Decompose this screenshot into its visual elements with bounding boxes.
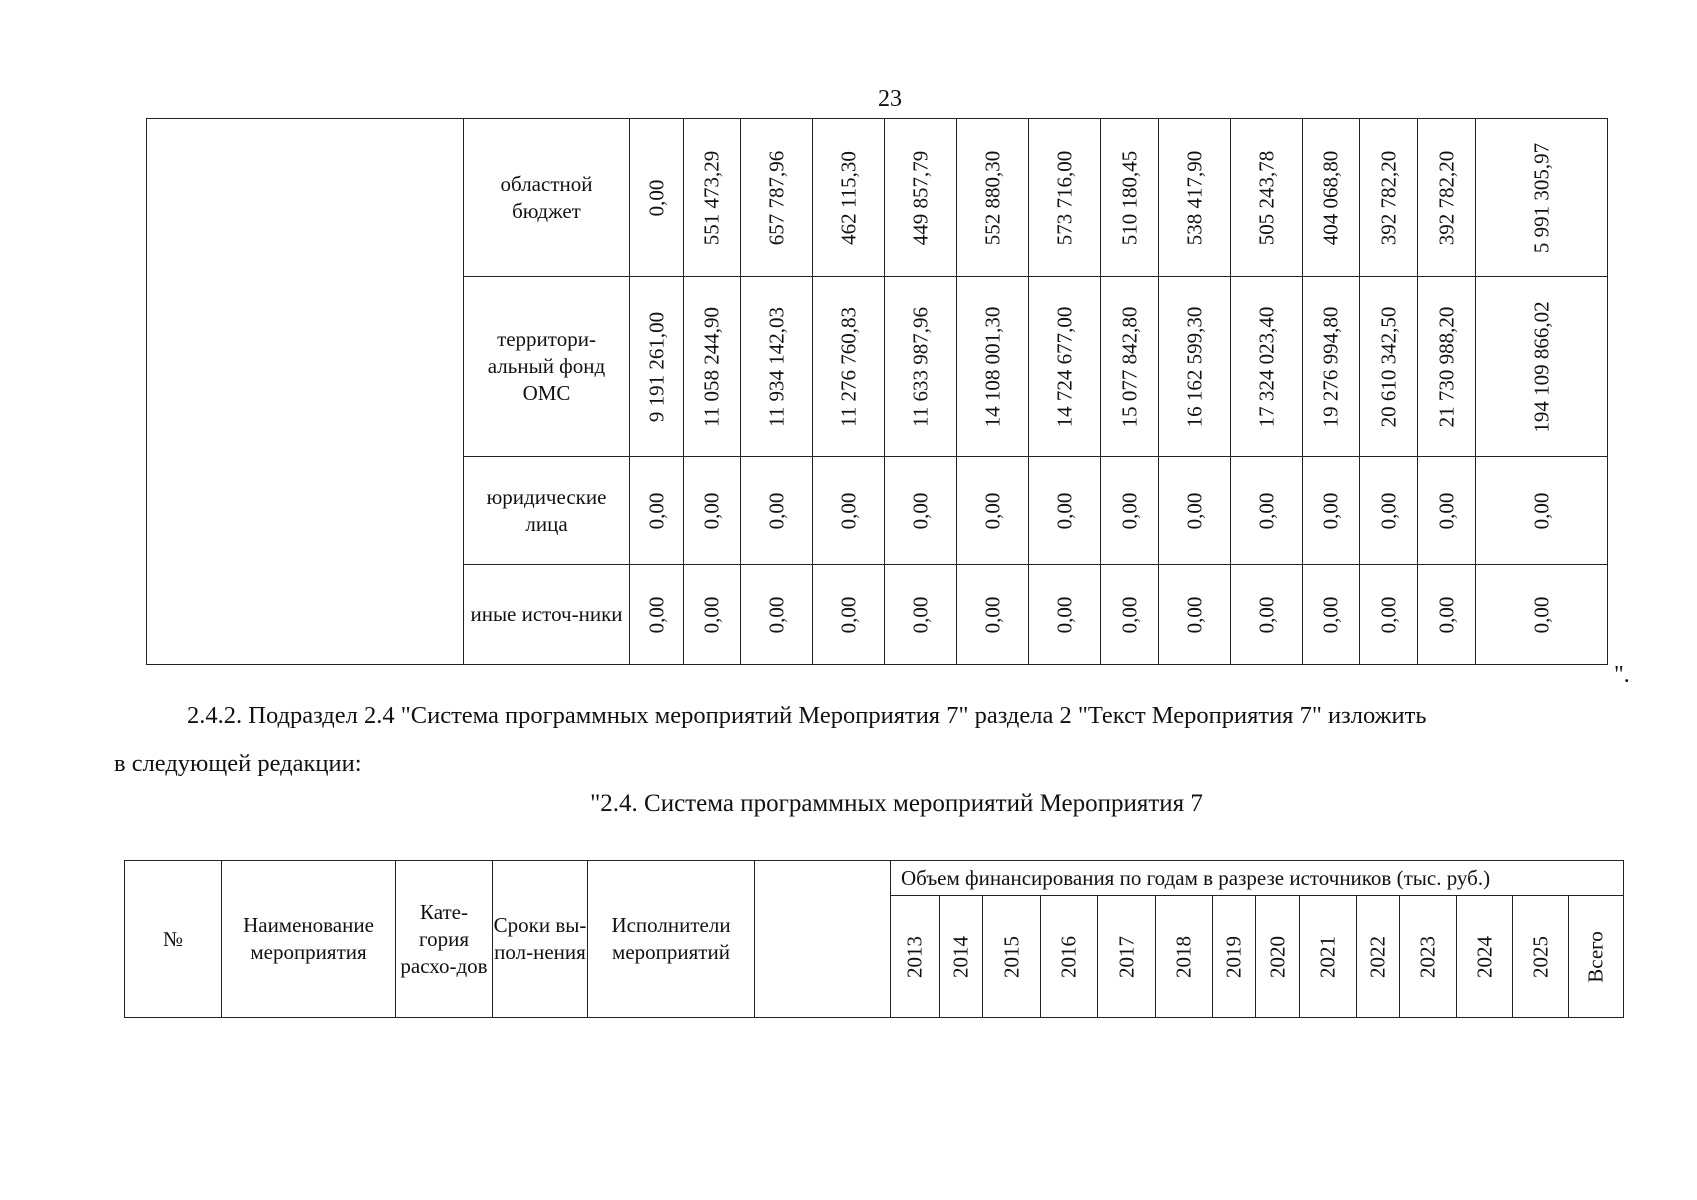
value-text: 0,00 — [644, 492, 668, 529]
value-text: 19 276 994,80 — [1318, 306, 1343, 427]
value-text: 510 180,45 — [1117, 150, 1141, 245]
value-text: 0,00 — [1182, 596, 1206, 633]
value-cell — [1360, 565, 1418, 665]
value-cell — [630, 457, 684, 565]
value-cell — [630, 565, 684, 665]
year-header — [1357, 896, 1400, 1018]
value-text: 14 108 001,30 — [980, 306, 1004, 427]
value-text: 0,00 — [764, 596, 788, 633]
value-text: 11 633 987,96 — [908, 306, 932, 427]
header-number: № — [125, 861, 222, 1018]
year-label: 2015 — [999, 935, 1023, 978]
value-cell — [1231, 457, 1303, 565]
value-text: 0,00 — [836, 492, 860, 529]
source-label: иные источ-ники — [464, 565, 630, 665]
value-text: 0,00 — [1052, 492, 1076, 529]
value-cell — [1360, 457, 1418, 565]
value-text: 0,00 — [1318, 596, 1343, 633]
value-text: 11 934 142,03 — [764, 306, 788, 427]
closing-quote: ". — [1614, 662, 1630, 688]
year-header — [1457, 896, 1513, 1018]
value-cell — [630, 277, 684, 457]
value-text: 0,00 — [908, 596, 932, 633]
value-cell — [1303, 457, 1360, 565]
value-text: 9 191 261,00 — [644, 311, 668, 422]
value-text: 0,00 — [1117, 492, 1141, 529]
value-text: 11 058 244,90 — [699, 306, 724, 427]
value-text: 15 077 842,80 — [1117, 306, 1141, 427]
value-cell — [1159, 457, 1231, 565]
value-cell — [1231, 565, 1303, 665]
value-text: 0,00 — [1434, 596, 1458, 633]
value-cell — [1159, 565, 1231, 665]
value-cell — [1360, 119, 1418, 277]
value-text: 0,00 — [1052, 596, 1076, 633]
value-text: 0,00 — [699, 492, 724, 529]
year-header — [1513, 896, 1569, 1018]
value-cell — [1418, 565, 1476, 665]
value-cell — [885, 457, 957, 565]
value-cell — [1418, 277, 1476, 457]
value-cell — [813, 565, 885, 665]
value-text: 0,00 — [1254, 492, 1278, 529]
value-text: 449 857,79 — [908, 150, 932, 245]
year-header — [983, 896, 1041, 1018]
value-text: 14 724 677,00 — [1052, 306, 1076, 427]
value-text: 0,00 — [1318, 492, 1343, 529]
value-cell — [1029, 457, 1101, 565]
year-header — [1098, 896, 1156, 1018]
value-cell — [630, 119, 684, 277]
year-label: 2014 — [948, 935, 973, 978]
value-cell — [1101, 277, 1159, 457]
year-header — [1256, 896, 1300, 1018]
value-cell — [1231, 277, 1303, 457]
program-measures-table — [124, 860, 1624, 1018]
value-cell — [1418, 119, 1476, 277]
value-cell — [1476, 277, 1608, 457]
year-header — [1041, 896, 1098, 1018]
value-cell — [1418, 457, 1476, 565]
header-source-blank — [755, 861, 891, 1018]
value-text: 5 991 305,97 — [1529, 142, 1553, 253]
value-text: 11 276 760,83 — [836, 306, 860, 427]
year-label: 2019 — [1221, 935, 1246, 978]
year-header — [1156, 896, 1213, 1018]
value-text: 538 417,90 — [1182, 150, 1206, 245]
value-text: 573 716,00 — [1052, 150, 1076, 245]
value-text: 17 324 023,40 — [1254, 306, 1278, 427]
year-label: 2020 — [1265, 935, 1289, 978]
value-cell — [1101, 565, 1159, 665]
value-text: 392 782,20 — [1376, 150, 1400, 245]
value-text: 0,00 — [644, 179, 668, 216]
value-text: 0,00 — [644, 596, 668, 633]
value-text: 505 243,78 — [1254, 150, 1278, 245]
year-label: 2018 — [1171, 935, 1196, 978]
merged-blank-cell — [147, 119, 464, 665]
value-cell — [684, 277, 741, 457]
value-cell — [684, 565, 741, 665]
value-text: 0,00 — [1529, 596, 1553, 633]
value-cell — [1476, 565, 1608, 665]
value-cell — [741, 277, 813, 457]
value-cell — [1360, 277, 1418, 457]
year-label: 2017 — [1114, 935, 1138, 978]
value-text: 0,00 — [699, 596, 724, 633]
value-cell — [957, 277, 1029, 457]
value-cell — [885, 119, 957, 277]
value-text: 0,00 — [1529, 492, 1553, 529]
header-executors: Исполнители мероприятий — [588, 861, 755, 1018]
value-text: 392 782,20 — [1434, 150, 1458, 245]
year-header — [1213, 896, 1256, 1018]
value-text: 194 109 866,02 — [1529, 300, 1553, 433]
year-label: 2013 — [902, 935, 927, 978]
value-text: 0,00 — [1117, 596, 1141, 633]
value-cell — [1303, 565, 1360, 665]
table-row — [147, 119, 1608, 277]
value-cell — [684, 119, 741, 277]
value-text: 0,00 — [1182, 492, 1206, 529]
funding-sources-table — [146, 118, 1608, 665]
value-cell — [957, 565, 1029, 665]
value-text: 0,00 — [980, 596, 1004, 633]
value-cell — [1303, 119, 1360, 277]
value-text: 20 610 342,50 — [1376, 306, 1400, 427]
value-cell — [885, 277, 957, 457]
year-label: 2024 — [1472, 935, 1496, 978]
year-header — [891, 896, 940, 1018]
value-cell — [1476, 119, 1608, 277]
paragraph-line-2: в следующей редакции: — [114, 750, 362, 777]
value-text: 0,00 — [980, 492, 1004, 529]
value-cell — [1101, 119, 1159, 277]
value-text: 551 473,29 — [699, 150, 724, 245]
value-cell — [1476, 457, 1608, 565]
value-cell — [1159, 277, 1231, 457]
header-expense-category: Кате-гория расхо-дов — [396, 861, 493, 1018]
value-text: 462 115,30 — [836, 150, 860, 245]
paragraph-line-1: 2.4.2. Подраздел 2.4 "Система программных мероприятий Мероприятия 7" раздела 2 "Текст Мероприятия 7" изложить — [187, 702, 1427, 729]
value-cell — [1029, 119, 1101, 277]
source-label: территори-альный фонд ОМС — [464, 277, 630, 457]
value-cell — [741, 119, 813, 277]
year-header — [1569, 896, 1624, 1018]
year-label: 2016 — [1056, 935, 1081, 978]
value-cell — [1159, 119, 1231, 277]
value-cell — [885, 565, 957, 665]
section-title: "2.4. Система программных мероприятий Мероприятия 7 — [590, 790, 1203, 817]
value-text: 404 068,80 — [1318, 150, 1343, 245]
value-text: 0,00 — [836, 596, 860, 633]
page-number: 23 — [878, 86, 902, 112]
value-cell — [957, 457, 1029, 565]
value-cell — [1101, 457, 1159, 565]
value-text: 0,00 — [1376, 492, 1400, 529]
source-label: областной бюджет — [464, 119, 630, 277]
value-text: 552 880,30 — [980, 150, 1004, 245]
source-label: юридические лица — [464, 457, 630, 565]
header-measure-name: Наименование мероприятия — [222, 861, 396, 1018]
value-cell — [813, 277, 885, 457]
year-header — [940, 896, 983, 1018]
value-cell — [1303, 277, 1360, 457]
header-terms: Сроки вы-пол-нения — [493, 861, 588, 1018]
value-text: 0,00 — [1376, 596, 1400, 633]
value-text: 0,00 — [1434, 492, 1458, 529]
year-header — [1400, 896, 1457, 1018]
year-label: Всего — [1583, 930, 1608, 983]
header-funding-volume: Объем финансирования по годам в разрезе источников (тыс. руб.) — [891, 861, 1624, 896]
value-text: 0,00 — [908, 492, 932, 529]
year-label: 2022 — [1365, 935, 1390, 978]
value-cell — [684, 457, 741, 565]
year-label: 2021 — [1315, 935, 1340, 978]
year-label: 2025 — [1528, 935, 1552, 978]
year-header — [1300, 896, 1357, 1018]
value-cell — [1231, 119, 1303, 277]
value-cell — [1029, 565, 1101, 665]
value-cell — [741, 457, 813, 565]
value-cell — [813, 457, 885, 565]
value-text: 657 787,96 — [764, 150, 788, 245]
value-cell — [813, 119, 885, 277]
value-cell — [741, 565, 813, 665]
value-text: 16 162 599,30 — [1182, 306, 1206, 427]
value-text: 21 730 988,20 — [1434, 306, 1458, 427]
year-label: 2023 — [1415, 935, 1440, 978]
value-cell — [957, 119, 1029, 277]
value-cell — [1029, 277, 1101, 457]
value-text: 0,00 — [764, 492, 788, 529]
value-text: 0,00 — [1254, 596, 1278, 633]
